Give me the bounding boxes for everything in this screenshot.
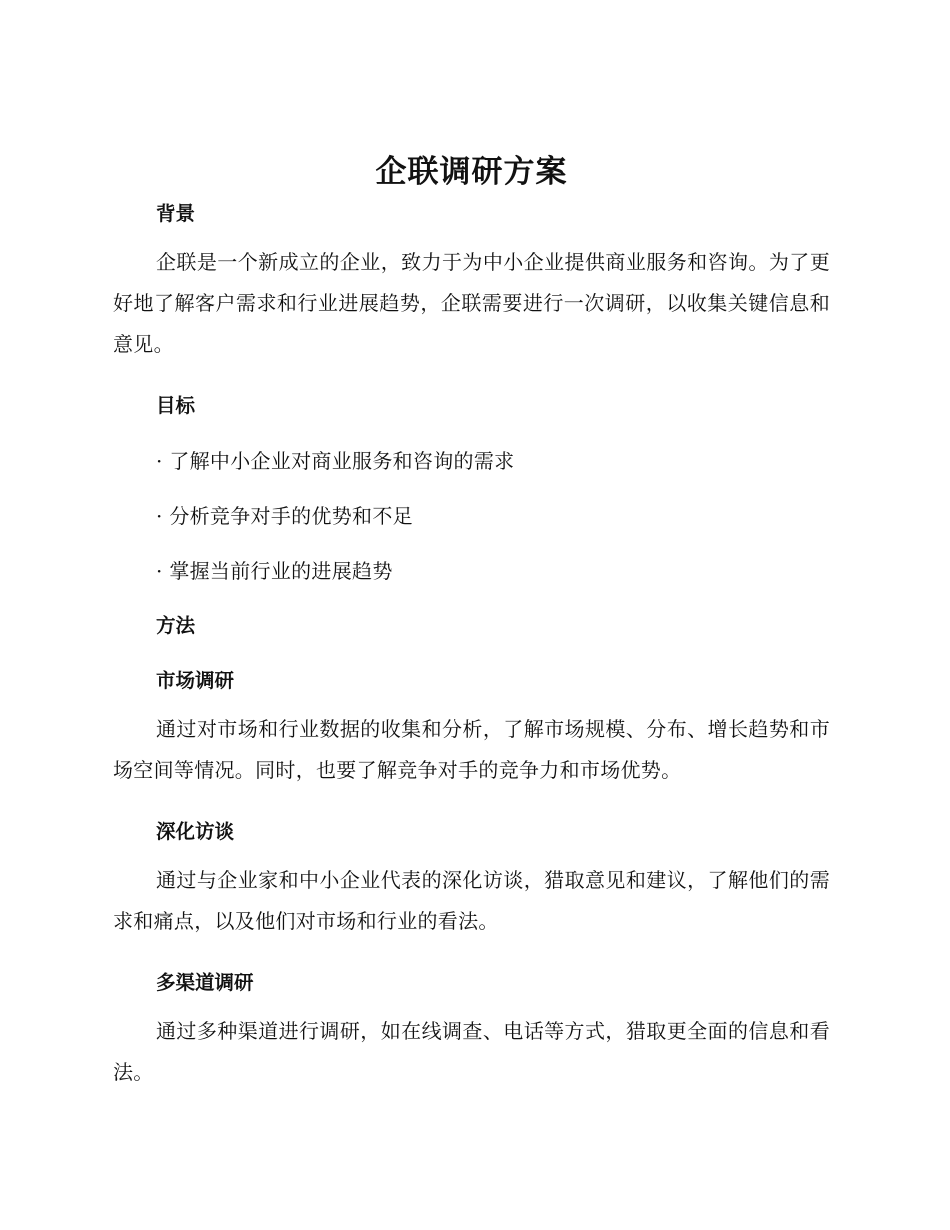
list-item: · 掌握当前行业的进展趋势 (156, 559, 393, 583)
goals-list (113, 447, 830, 585)
heading-methods: 方法 (156, 614, 196, 637)
heading-multichannel-research: 多渠道调研 (156, 971, 254, 994)
list-item: · 了解中小企业对商业服务和咨询的需求 (156, 449, 515, 473)
heading-in-depth-interview: 深化访谈 (156, 820, 235, 843)
paragraph-multichannel-research: 通过多种渠道进行调研，如在线调查、电话等方式，猎取更全面的信息和看法。 (113, 1019, 830, 1084)
document-title: 企联调研方案 (375, 154, 568, 190)
list-item: · 分析竞争对手的优势和不足 (156, 504, 413, 528)
heading-background: 背景 (156, 202, 196, 225)
paragraph-background: 企联是一个新成立的企业，致力于为中小企业提供商业服务和咨询。为了更好地了解客户需求和行业进展趋势，企联需要进行一次调研，以收集关键信息和意见。 (113, 250, 830, 356)
paragraph-in-depth-interview: 通过与企业家和中小企业代表的深化访谈，猎取意见和建议，了解他们的需求和痛点，以及他们对市场和行业的看法。 (113, 868, 830, 933)
heading-goals: 目标 (156, 394, 196, 417)
paragraph-market-research: 通过对市场和行业数据的收集和分析，了解市场规模、分布、增长趋势和市场空间等情况。同时，也要了解竞争对手的竞争力和市场优势。 (113, 717, 830, 782)
heading-market-research: 市场调研 (156, 669, 235, 692)
